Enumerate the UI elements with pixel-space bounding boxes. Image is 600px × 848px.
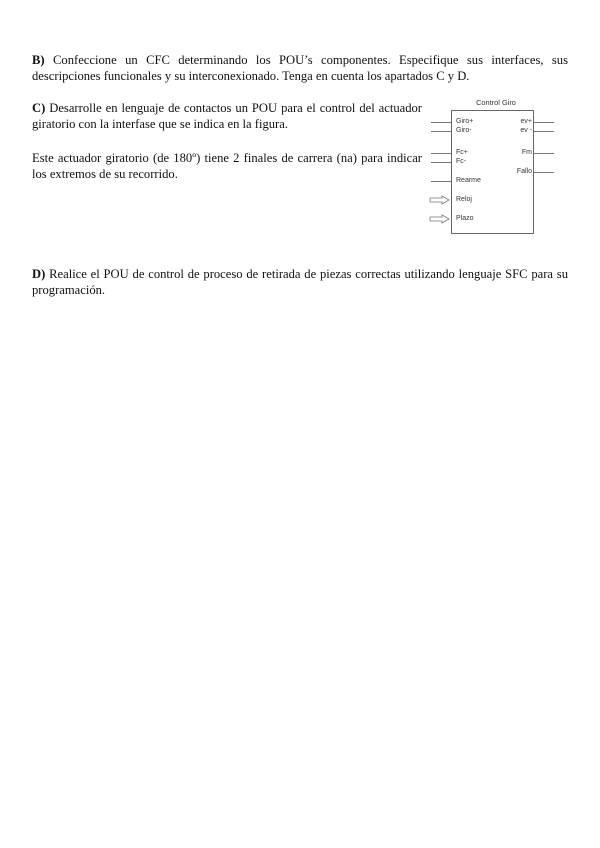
input-fc-minus: Fc- xyxy=(456,158,467,165)
input-plazo: Plazo xyxy=(456,215,474,222)
reloj-arrow-icon xyxy=(429,195,451,205)
section-c-text2: Este actuador giratorio (de 180º) tiene 2 finales de carrera (na) para indicar los extremos de su recorrido. xyxy=(32,151,422,181)
output-ev-minus: ev - xyxy=(520,127,532,134)
input-giro-minus: Giro- xyxy=(456,127,472,134)
input-line-rearme xyxy=(431,181,451,182)
section-d-text: Realice el POU de control de proceso de retirada de piezas correctas utilizando lenguaje SFC para su programación. xyxy=(32,267,568,297)
paragraph-d xyxy=(32,266,568,298)
output-line-ev-plus xyxy=(534,122,554,123)
paragraph-b xyxy=(32,52,568,84)
input-line-fc-plus xyxy=(431,153,451,154)
section-c-text: Desarrolle en lenguaje de contactos un POU para el control del actuador giratorio con la interfase que se indica en la figura. xyxy=(32,101,422,131)
input-line-giro-minus xyxy=(431,131,451,132)
paragraph-c xyxy=(32,100,422,132)
output-ev-plus: ev+ xyxy=(520,118,532,125)
section-b-text: Confeccione un CFC determinando los POU’s componentes. Especifique sus interfaces, sus descripciones funcionales y su interconexionado. Tenga en cuenta los apartados C y D. xyxy=(32,53,568,83)
output-line-fallo xyxy=(534,172,554,173)
section-b-label: B) xyxy=(32,53,45,67)
plazo-arrow-icon xyxy=(429,214,451,224)
output-fallo: Fallo xyxy=(516,168,532,175)
section-d-label: D) xyxy=(32,267,46,281)
section-c-label: C) xyxy=(32,101,46,115)
output-fm: Fm xyxy=(521,149,532,156)
input-rearme: Rearme xyxy=(456,177,481,184)
paragraph-c-actuator xyxy=(32,150,422,182)
input-giro-plus: Giro+ xyxy=(456,118,474,125)
function-block-diagram xyxy=(426,96,566,241)
input-reloj: Reloj xyxy=(456,196,472,203)
function-block-title: Control Giro xyxy=(476,98,516,107)
input-fc-plus: Fc+ xyxy=(456,149,468,156)
output-line-ev-minus xyxy=(534,131,554,132)
input-line-giro-plus xyxy=(431,122,451,123)
output-line-fm xyxy=(534,153,554,154)
input-line-fc-minus xyxy=(431,162,451,163)
